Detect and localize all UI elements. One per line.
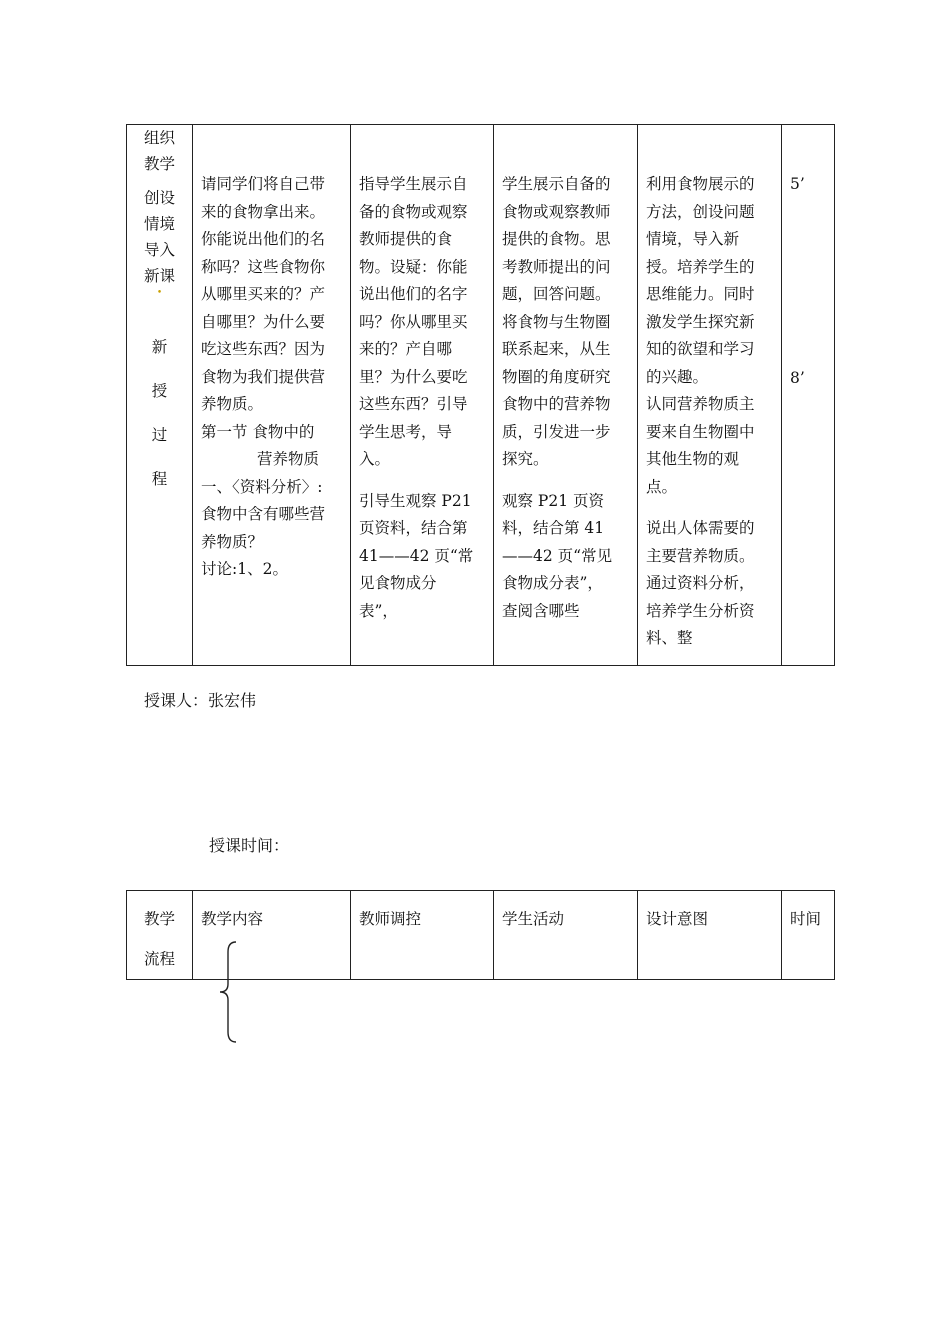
intent-line: 其他生物的观 [646,450,740,468]
intent-line: 方法，创设问题 [646,202,755,221]
header-content: 教学内容 [201,910,264,928]
content-line: 食物中含有哪些营 [201,505,326,523]
intent-line: 思维能力。同时 [646,285,755,303]
curly-brace-icon [216,940,240,1044]
teacher-line: 里？为什么要吃 [359,367,468,386]
content-line: 食物为我们提供营 [201,367,326,386]
time-value: 5’ [790,175,805,193]
teacher-line: 来的？产自哪 [359,340,453,358]
content-line: 吃这些东西？因为 [201,340,326,358]
content-line: 请同学们将自己带 [201,175,326,193]
header-student-cell [494,891,638,980]
content-column-cell [193,125,351,666]
student-column-cell [494,125,638,666]
teacher-line: 指导学生展示自 [359,175,468,193]
header-teacher-cell [351,891,494,980]
teacher-column-cell [351,125,494,666]
flow-text: 教学 [143,155,175,173]
student-line: 题，回答问题。 [502,285,611,303]
flow-text: 新课 [143,267,175,285]
student-line: 学生展示自备的 [502,175,611,193]
header-time-cell [782,891,835,980]
student-line: 提供的食物。思 [502,230,611,248]
lecture-time-line: 授课时间： [209,836,290,855]
content-line: 养物质。 [201,395,264,413]
teacher-line: 见食物成分 [359,574,437,592]
student-line: 物圈的角度研究 [502,367,611,386]
content-line: 讨论:1、2。 [201,560,288,578]
header-intent-cell [638,891,782,980]
teacher-line: 页资料，结合第 [359,519,468,537]
intent-line: 说出人体需要的 [646,519,755,537]
content-line: 称吗？这些食物你 [201,257,326,276]
flow-text: 新 [151,338,168,356]
intent-line: 授。培养学生的 [646,257,755,276]
student-line: 查阅含哪些 [502,601,580,620]
student-line: 联系起来，从生 [502,340,611,358]
content-line: 来的食物拿出来。 [201,202,326,221]
time-column-cell [782,125,835,666]
teacher-line: 教师提供的食 [359,230,453,248]
flow-text: 授 [151,382,168,400]
teacher-line: 引导生观察 P21 [359,491,472,510]
intent-line: 主要营养物质。 [646,546,755,565]
header-student: 学生活动 [502,910,565,928]
flow-text: 导入 [143,241,175,259]
teacher-line: 物。设疑：你能 [359,257,468,276]
intent-line: 培养学生分析资 [646,601,755,620]
section-title: 第一节 食物中的 [201,422,315,441]
intent-line: 认同营养物质主 [646,395,755,413]
student-line: 将食物与生物圈 [502,312,611,331]
flow-text: 组织 [143,129,175,147]
intent-line: 利用食物展示的 [646,175,755,193]
teacher-line: 入。 [359,450,391,468]
lecturer-line: 授课人：张宏伟 [144,691,257,710]
student-line: 探究。 [502,450,549,468]
section-title: 营养物质 [257,450,320,468]
flow-column-cell [127,125,193,666]
student-line: ——42 页“常见 [502,546,613,565]
student-line: 观察 P21 页资 [502,491,605,510]
content-line: 自哪里？为什么要 [201,312,326,331]
intent-line: 料、整 [646,629,693,647]
student-line: 食物或观察教师 [502,202,611,221]
intent-line: 的兴趣。 [646,367,709,386]
flow-text: 过 [151,426,168,444]
header-intent: 设计意图 [646,910,709,928]
teacher-line: 41——42 页“常 [359,546,474,565]
intent-line: 要来自生物圈中 [646,422,755,441]
intent-line: 知的欲望和学习 [646,340,755,358]
header-time: 时间 [790,910,822,928]
teacher-line: 吗？你从哪里买 [359,312,468,331]
student-line: 食物中的营养物 [502,395,611,413]
flow-text: 创设 [143,189,175,207]
student-line: 考教师提出的问 [502,257,611,276]
header-flow-line: 流程 [143,950,175,968]
header-teacher: 教师调控 [359,910,422,928]
header-flow-line: 教学 [143,910,175,928]
intent-column-cell [638,125,782,666]
intent-line: 通过资料分析， [646,574,755,592]
time-value: 8’ [790,369,805,387]
header-flow-cell [127,891,193,980]
content-line: 从哪里买来的？产 [201,285,326,303]
teacher-line: 备的食物或观察 [359,202,468,221]
content-line: 养物质？ [201,532,264,551]
flow-text: 程 [151,470,168,488]
teacher-line: 说出他们的名字 [359,285,468,303]
flow-text: 情境 [143,215,175,233]
marker-dot: • [156,288,163,298]
intent-line: 点。 [646,477,678,496]
teacher-line: 学生思考，导 [359,422,453,441]
teacher-line: 表”， [359,601,398,620]
student-line: 食物成分表”， [502,574,603,592]
intent-line: 激发学生探究新 [646,312,755,331]
content-line: 你能说出他们的名 [201,230,326,248]
lesson-plan-table [126,124,835,666]
teacher-line: 这些东西？引导 [359,395,468,413]
intent-line: 情境，导入新 [646,230,740,248]
content-line: 一、〈资料分析〉: [201,477,323,496]
student-line: 料，结合第 41 [502,519,605,537]
student-line: 质，引发进一步 [502,422,611,441]
